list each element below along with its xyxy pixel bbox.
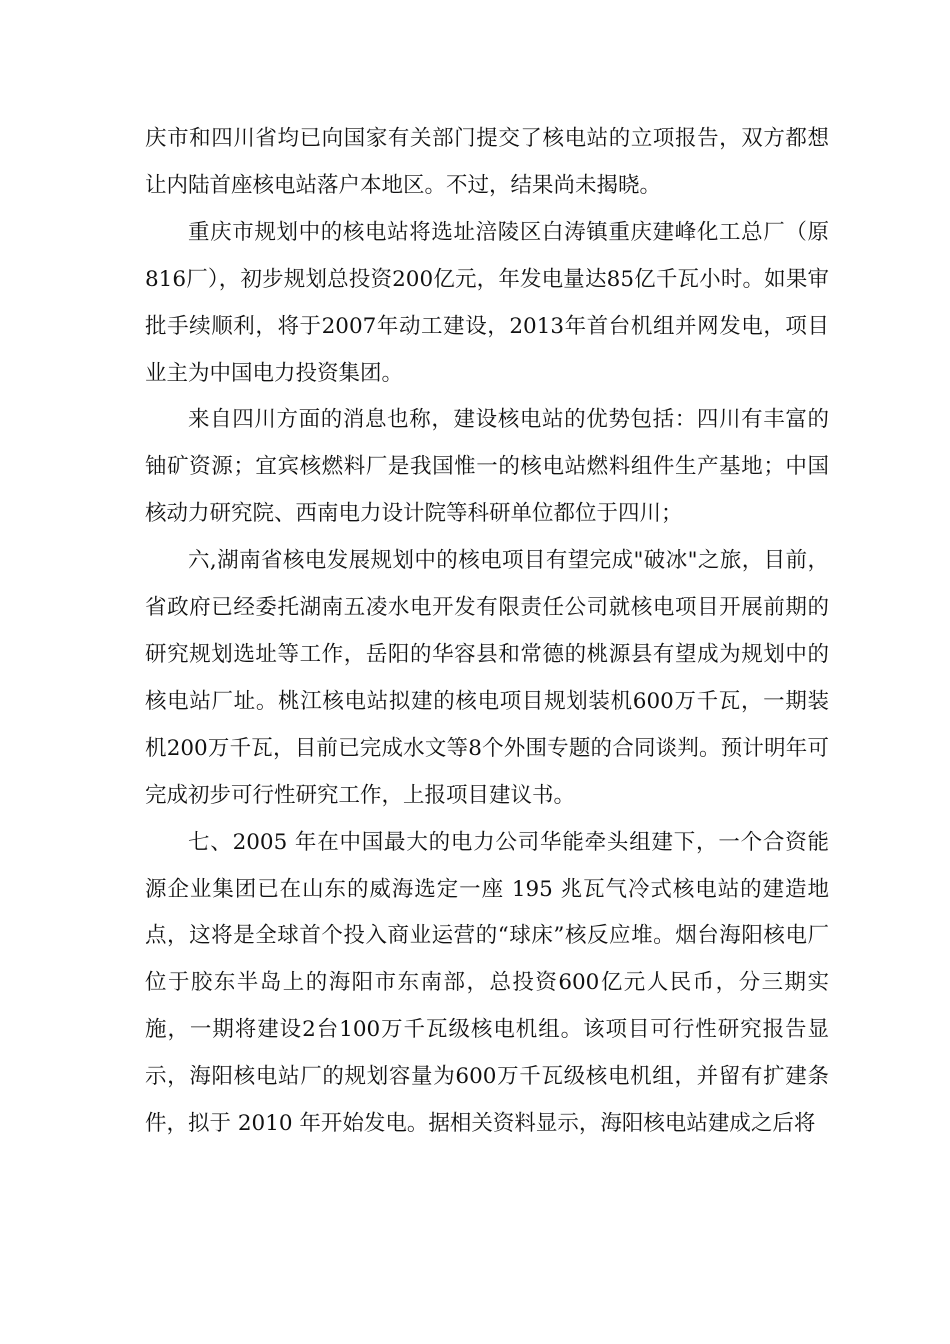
paragraph-continued: 庆市和四川省均已向国家有关部门提交了核电站的立项报告，双方都想让内陆首座核电站落户本地区。不过，结果尚未揭晓。 bbox=[145, 126, 829, 198]
paragraph-shandong-plan: 七、2005 年在中国最大的电力公司华能牵头组建下，一个合资能源企业集团已在山东的威海选定一座 195 兆瓦气冷式核电站的建造地点，这将是全球首个投入商业运营的“球床”核反应堆。烟台海阳核电厂位于胶东半岛上的海阳市东南部，总投资600亿元人民币，分三期实施，一期将建设2台100万千瓦级核电机组。该项目可行性研究报告显示，海阳核电站厂的规划容量为600万千瓦级核电机组，并留有扩建条件，拟于 2010 年开始发电。据相关资料显示，海阳核电站建成之后将 bbox=[145, 829, 829, 1137]
document-body bbox=[145, 116, 829, 1148]
paragraph-hunan-plan: 六,湖南省核电发展规划中的核电项目有望完成"破冰"之旅，目前，省政府已经委托湖南五凌水电开发有限责任公司就核电项目开展前期的研究规划选址等工作，岳阳的华容县和常德的桃源县有望成为规划中的核电站厂址。桃江核电站拟建的核电项目规划装机600万千瓦，一期装机200万千瓦，目前已完成水文等8个外围专题的合同谈判。预计明年可完成初步可行性研究工作，上报项目建议书。 bbox=[145, 548, 829, 808]
paragraph-chongqing-site: 重庆市规划中的核电站将选址涪陵区白涛镇重庆建峰化工总厂（原816厂），初步规划总投资200亿元，年发电量达85亿千瓦小时。如果审批手续顺利，将于2007年动工建设，2013年首台机组并网发电，项目业主为中国电力投资集团。 bbox=[145, 219, 829, 386]
paragraph-sichuan-advantages: 来自四川方面的消息也称，建设核电站的优势包括：四川有丰富的铀矿资源；宜宾核燃料厂是我国惟一的核电站燃料组件生产基地；中国核动力研究院、西南电力设计院等科研单位都位于四川； bbox=[145, 407, 829, 527]
